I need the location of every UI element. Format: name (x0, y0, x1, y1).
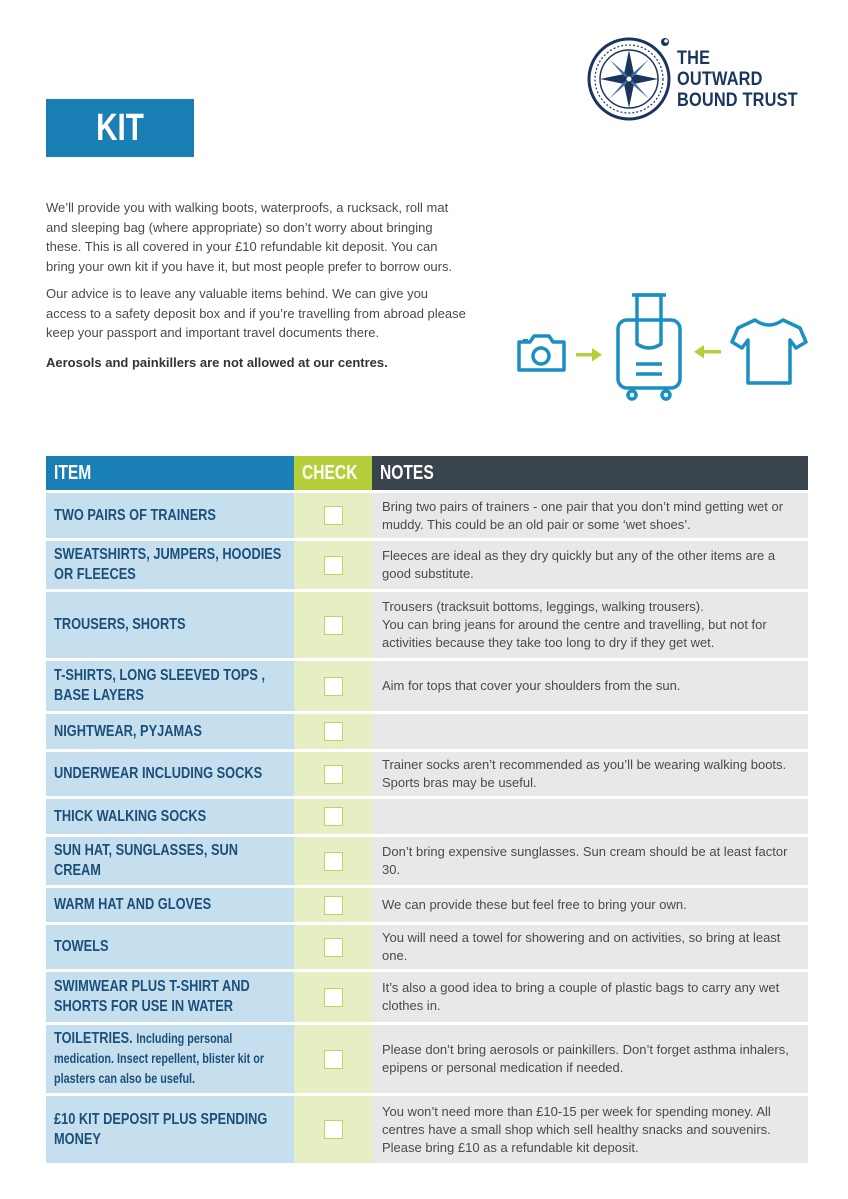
notes-cell: It’s also a good idea to bring a couple of plastic bags to carry any wet clothes in. (372, 971, 808, 1024)
check-cell (294, 591, 372, 660)
item-cell: UNDERWEAR INCLUDING SOCKS (46, 751, 294, 798)
arrow-right-icon (576, 348, 602, 362)
table-header-row (46, 456, 808, 492)
notes-cell (372, 713, 808, 751)
checkbox[interactable] (324, 765, 343, 784)
table-row (46, 713, 808, 751)
check-cell (294, 751, 372, 798)
logo-line-1: THE (677, 48, 711, 69)
table-row (46, 492, 808, 540)
item-name: TOILETRIES. (54, 1030, 133, 1047)
column-header-item: ITEM (46, 456, 294, 492)
intro-text (46, 198, 466, 380)
logo-wordmark (677, 48, 798, 111)
check-cell (294, 660, 372, 713)
notes-cell (372, 798, 808, 836)
checkbox[interactable] (324, 938, 343, 957)
checkbox[interactable] (324, 1120, 343, 1139)
table-row (46, 1024, 808, 1095)
table-row (46, 660, 808, 713)
notes-cell (372, 591, 808, 660)
item-cell (46, 1024, 294, 1095)
check-cell (294, 836, 372, 887)
notes-cell: Please don’t bring aerosols or painkillers. Don’t forget asthma inhalers, epipens or personal medication if needed. (372, 1024, 808, 1095)
item-cell: TROUSERS, SHORTS (46, 591, 294, 660)
notes-line-1: Trousers (tracksuit bottoms, leggings, walking trousers). (382, 599, 704, 614)
checkbox[interactable] (324, 506, 343, 525)
packing-illustration (510, 290, 814, 405)
t-shirt-icon (732, 320, 806, 383)
notes-cell: You won’t need more than £10-15 per week for spending money. All centres have a small shop which sell healthy snacks and souvenirs. Please bring £10 as a refundable kit deposit. (372, 1095, 808, 1165)
table-row (46, 924, 808, 971)
intro-paragraph-2: Our advice is to leave any valuable items behind. We can give you access to a safety deposit box and if you’re travelling from abroad please keep your passport and important travel documents there. (46, 286, 466, 340)
item-cell: T-SHIRTS, LONG SLEEVED TOPS , BASE LAYERS (46, 660, 294, 713)
item-cell: SWEATSHIRTS, JUMPERS, HOODIES OR FLEECES (46, 540, 294, 591)
intro-paragraph-1: We’ll provide you with walking boots, waterproofs, a rucksack, roll mat and sleeping bag (where appropriate) so don’t worry about bringing these. This is all covered in your £10 refundable kit deposit. You can bring your own kit if you have it, but most people prefer to borrow ours. (46, 200, 453, 274)
column-header-notes: NOTES (372, 456, 808, 492)
suitcase-icon (618, 295, 680, 399)
checkbox[interactable] (324, 1050, 343, 1069)
checkbox[interactable] (324, 722, 343, 741)
outward-bound-logo (586, 36, 816, 122)
check-cell (294, 924, 372, 971)
item-cell: TOWELS (46, 924, 294, 971)
notes-cell: Don’t bring expensive sunglasses. Sun cream should be at least factor 30. (372, 836, 808, 887)
check-cell (294, 1024, 372, 1095)
item-cell: SUN HAT, SUNGLASSES, SUN CREAM (46, 836, 294, 887)
notes-cell: Fleeces are ideal as they dry quickly but any of the other items are a good substitute. (372, 540, 808, 591)
notes-cell: We can provide these but feel free to bring your own. (372, 887, 808, 924)
checkbox[interactable] (324, 896, 343, 915)
table-row (46, 798, 808, 836)
compass-rose-icon (586, 36, 672, 122)
checkbox[interactable] (324, 616, 343, 635)
notes-cell: Bring two pairs of trainers - one pair that you don’t mind getting wet or muddy. This could be an old pair or some ‘wet shoes’. (372, 492, 808, 540)
check-cell (294, 1095, 372, 1165)
item-detail: Including personal medication. Insect repellent, blister kit or plasters can also be useful. (54, 1031, 265, 1086)
table-row (46, 887, 808, 924)
table-row (46, 971, 808, 1024)
kit-table (46, 456, 808, 1166)
item-cell: TWO PAIRS OF TRAINERS (46, 492, 294, 540)
table-row (46, 591, 808, 660)
table-row (46, 836, 808, 887)
intro-warning: Aerosols and painkillers are not allowed at our centres. (46, 354, 388, 370)
column-header-check: CHECK (294, 456, 372, 492)
notes-line-2: You can bring jeans for around the centre and travelling, but not for activities because they take too long to dry if they get wet. (382, 617, 767, 650)
notes-cell: You will need a towel for showering and on activities, so bring at least one. (372, 924, 808, 971)
page-title: KIT LIST (46, 99, 194, 157)
check-cell (294, 887, 372, 924)
checkbox[interactable] (324, 556, 343, 575)
item-cell: £10 KIT DEPOSIT PLUS SPENDING MONEY (46, 1095, 294, 1165)
arrow-left-icon (694, 345, 721, 359)
item-cell: THICK WALKING SOCKS (46, 798, 294, 836)
table-row (46, 540, 808, 591)
checkbox[interactable] (324, 807, 343, 826)
notes-cell: Trainer socks aren’t recommended as you’ll be wearing walking boots. Sports bras may be useful. (372, 751, 808, 798)
checkbox[interactable] (324, 988, 343, 1007)
item-cell: WARM HAT AND GLOVES (46, 887, 294, 924)
table-row (46, 1095, 808, 1165)
check-cell (294, 540, 372, 591)
item-cell: NIGHTWEAR, PYJAMAS (46, 713, 294, 751)
logo-line-3: BOUND TRUST (677, 90, 798, 111)
checkbox[interactable] (324, 677, 343, 696)
logo-line-2: OUTWARD (677, 69, 763, 90)
check-cell (294, 971, 372, 1024)
check-cell (294, 492, 372, 540)
notes-cell: Aim for tops that cover your shoulders from the sun. (372, 660, 808, 713)
checkbox[interactable] (324, 852, 343, 871)
item-cell: SWIMWEAR PLUS T-SHIRT AND SHORTS FOR USE IN WATER (46, 971, 294, 1024)
table-row (46, 751, 808, 798)
camera-icon (519, 336, 564, 370)
check-cell (294, 798, 372, 836)
check-cell (294, 713, 372, 751)
